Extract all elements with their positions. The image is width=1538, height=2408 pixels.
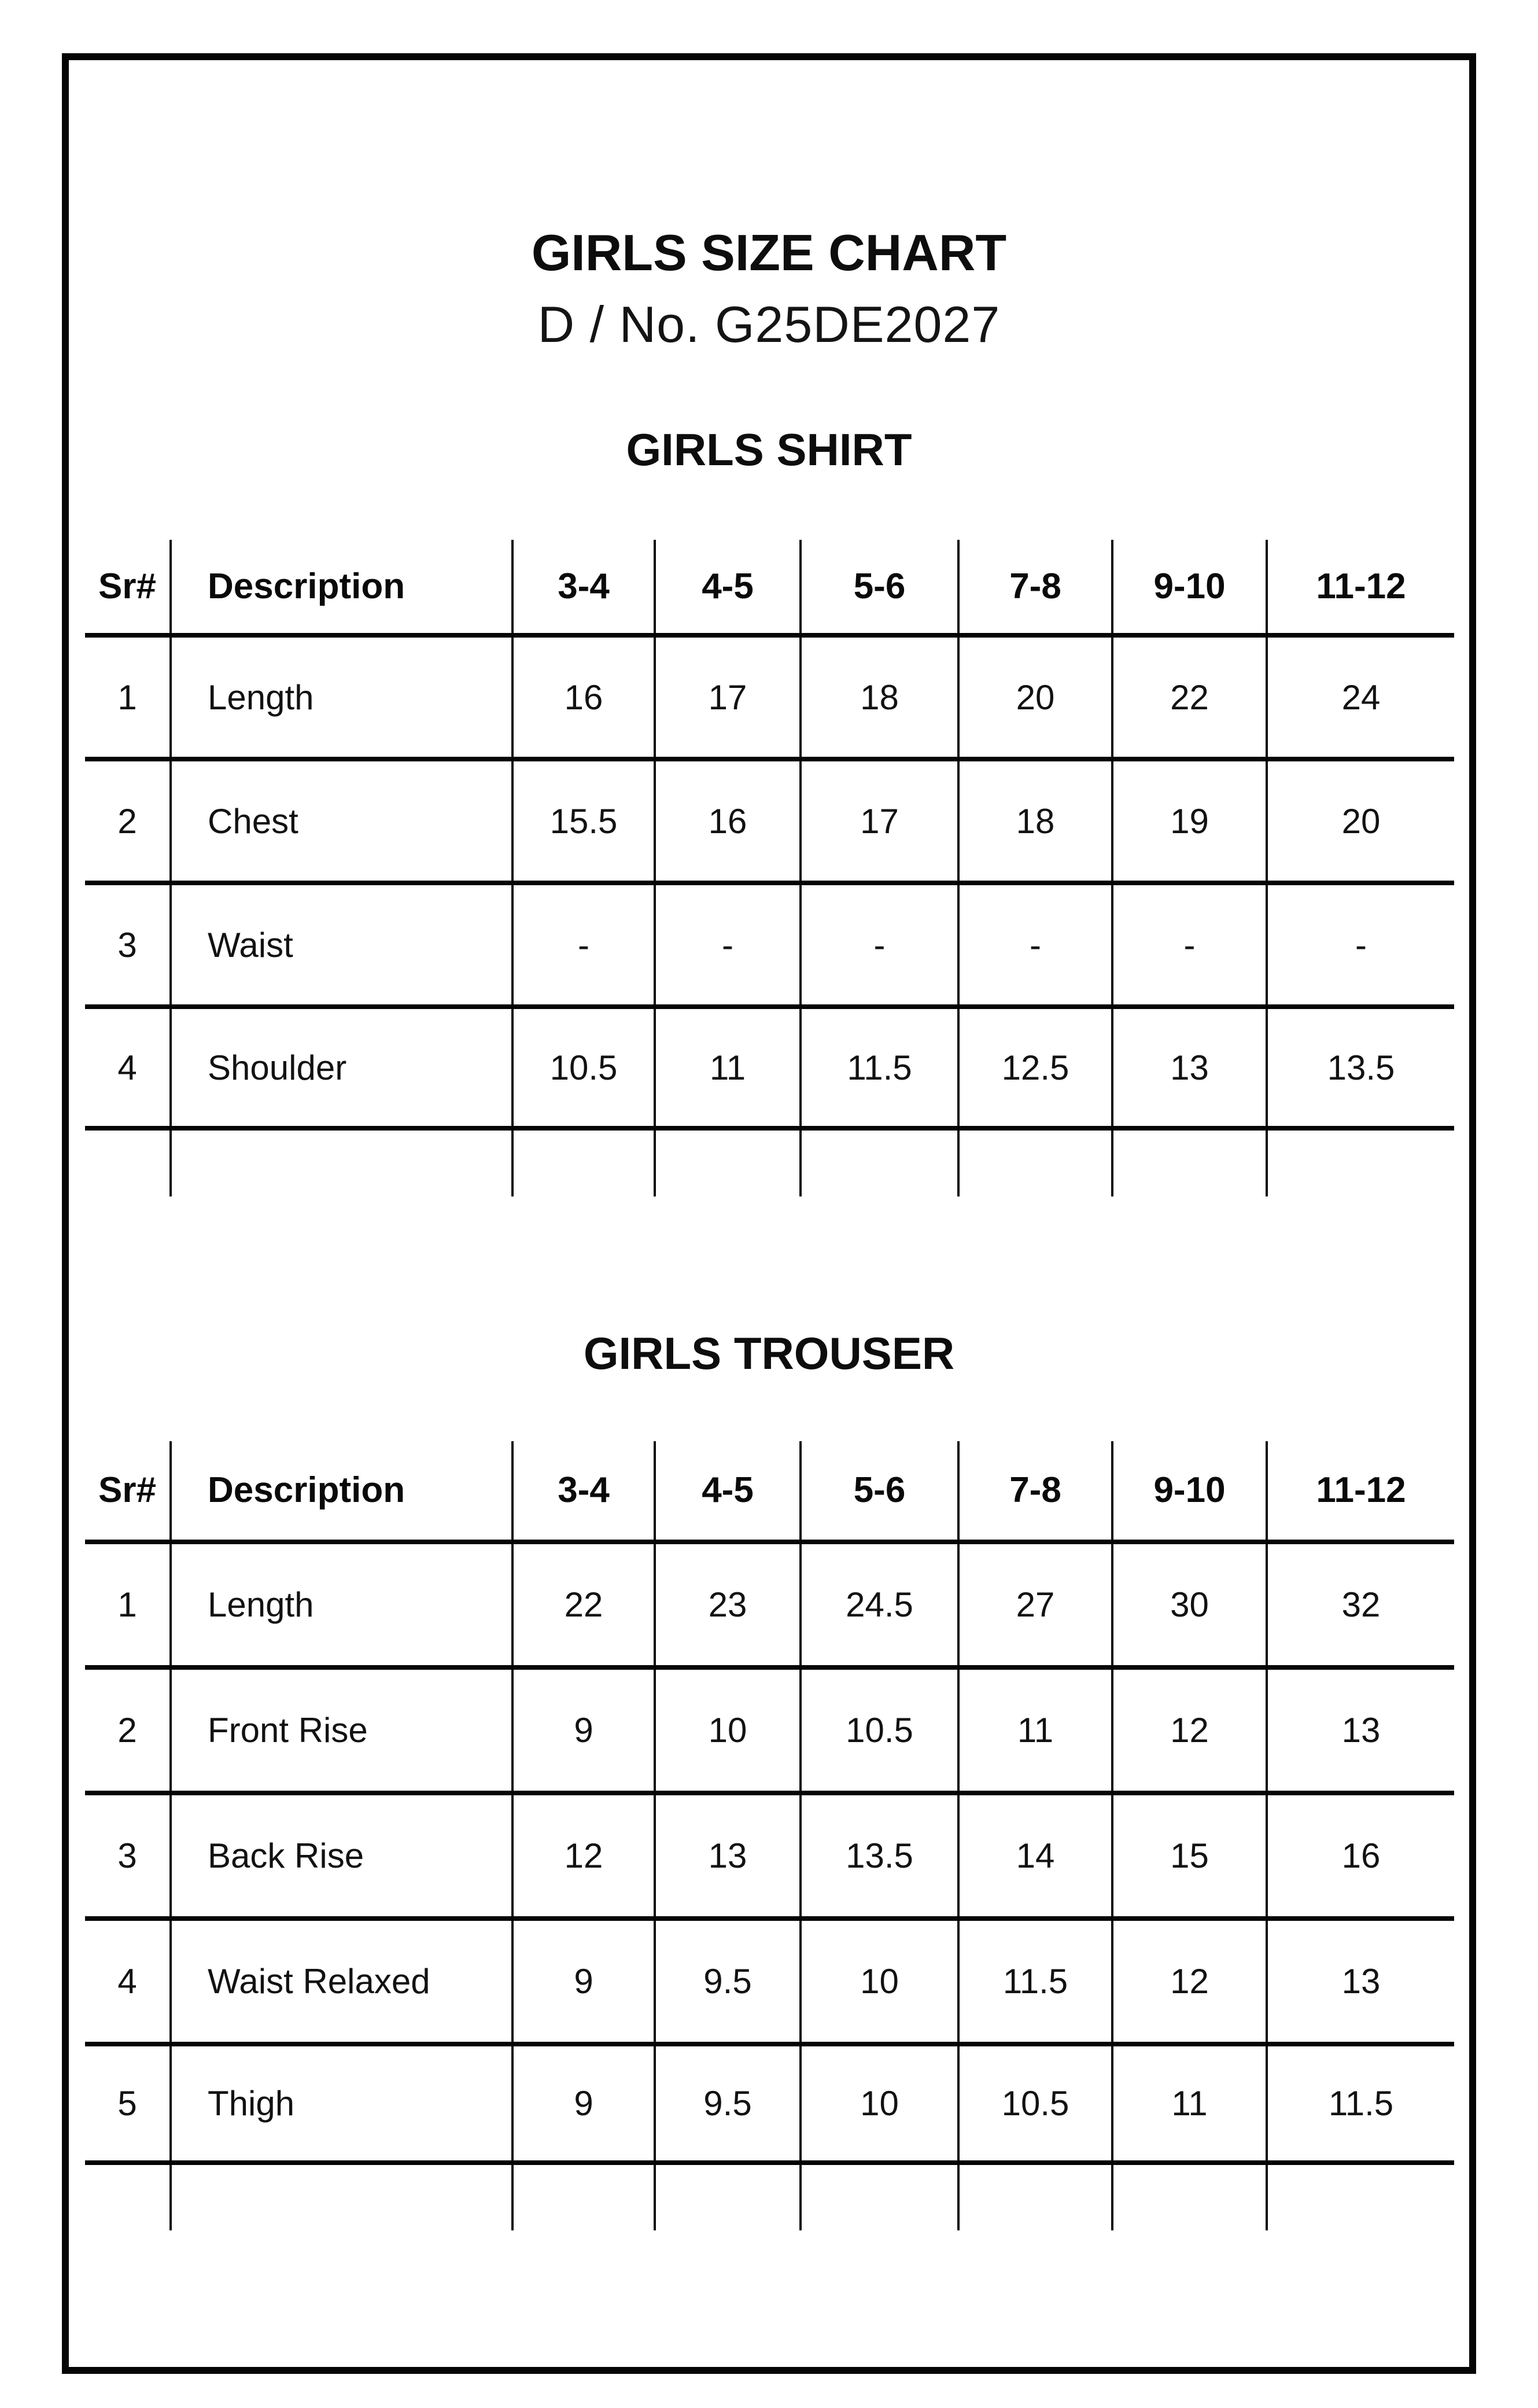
value-cell: 12 [512,1793,655,1919]
value-cell: 13.5 [1267,1007,1454,1128]
table-row [85,1007,1454,1128]
description-cell: Length [171,635,512,759]
value-cell: 10 [655,1667,801,1793]
style-number: D / No. G25DE2027 [537,296,1001,353]
value-cell: 9.5 [655,2044,801,2163]
empty-cell [1112,1128,1267,1196]
empty-cell [958,2163,1112,2230]
page-title: GIRLS SIZE CHART [531,224,1007,281]
value-cell: 24 [1267,635,1454,759]
empty-cell [1267,2163,1454,2230]
table-row [85,1793,1454,1919]
empty-cell [1267,1128,1454,1196]
value-cell: 22 [1112,635,1267,759]
table-row [85,1667,1454,1793]
value-cell: 20 [1267,759,1454,883]
column-header-description: Description [171,540,512,635]
column-header-sr: Sr# [85,540,171,635]
value-cell: 12.5 [958,1007,1112,1128]
column-header-size: 4-5 [655,1441,801,1542]
empty-cell [655,1128,801,1196]
table-row [85,883,1454,1007]
value-cell: 10 [801,2044,958,2163]
empty-cell [958,1128,1112,1196]
empty-cell [1112,2163,1267,2230]
description-cell: Back Rise [171,1793,512,1919]
value-cell: 9 [512,1919,655,2044]
value-cell: - [512,883,655,1007]
header-row [85,540,1454,635]
empty-cell [171,2163,512,2230]
trouser-size-table [85,1441,1454,2230]
description-cell: Waist [171,883,512,1007]
column-header-size: 4-5 [655,540,801,635]
value-cell: 11.5 [1267,2044,1454,2163]
column-header-size: 11-12 [1267,1441,1454,1542]
value-cell: 9 [512,1667,655,1793]
description-cell: Front Rise [171,1667,512,1793]
empty-cell [85,2163,171,2230]
value-cell: - [1267,883,1454,1007]
empty-row [85,2163,1454,2230]
table-row [85,2044,1454,2163]
value-cell: 16 [1267,1793,1454,1919]
row-number-cell: 3 [85,1793,171,1919]
empty-cell [512,2163,655,2230]
column-header-sr: Sr# [85,1441,171,1542]
value-cell: 23 [655,1542,801,1667]
value-cell: 15.5 [512,759,655,883]
value-cell: 13 [1267,1667,1454,1793]
value-cell: 18 [801,635,958,759]
value-cell: 30 [1112,1542,1267,1667]
value-cell: 9.5 [655,1919,801,2044]
column-header-size: 5-6 [801,540,958,635]
empty-cell [512,1128,655,1196]
value-cell: - [801,883,958,1007]
table-row [85,635,1454,759]
value-cell: 12 [1112,1667,1267,1793]
column-header-size: 9-10 [1112,1441,1267,1542]
value-cell: 17 [655,635,801,759]
column-header-size: 7-8 [958,540,1112,635]
value-cell: 11.5 [801,1007,958,1128]
empty-cell [85,1128,171,1196]
trouser-section-heading: GIRLS TROUSER [583,1328,955,1379]
value-cell: 27 [958,1542,1112,1667]
empty-cell [171,1128,512,1196]
value-cell: 10.5 [958,2044,1112,2163]
empty-cell [655,2163,801,2230]
row-number-cell: 2 [85,759,171,883]
description-cell: Shoulder [171,1007,512,1128]
value-cell: - [1112,883,1267,1007]
row-number-cell: 3 [85,883,171,1007]
empty-row [85,1128,1454,1196]
value-cell: 22 [512,1542,655,1667]
row-number-cell: 4 [85,1919,171,2044]
column-header-description: Description [171,1441,512,1542]
row-number-cell: 1 [85,1542,171,1667]
value-cell: 11 [655,1007,801,1128]
description-cell: Waist Relaxed [171,1919,512,2044]
shirt-size-table [85,540,1454,1196]
value-cell: - [655,883,801,1007]
description-cell: Chest [171,759,512,883]
row-number-cell: 1 [85,635,171,759]
value-cell: 13 [1267,1919,1454,2044]
value-cell: 20 [958,635,1112,759]
column-header-size: 3-4 [512,540,655,635]
value-cell: 13 [1112,1007,1267,1128]
value-cell: 11 [958,1667,1112,1793]
column-header-size: 5-6 [801,1441,958,1542]
row-number-cell: 4 [85,1007,171,1128]
header-row [85,1441,1454,1542]
column-header-size: 3-4 [512,1441,655,1542]
value-cell: 11 [1112,2044,1267,2163]
empty-cell [801,1128,958,1196]
value-cell: 16 [655,759,801,883]
column-header-size: 9-10 [1112,540,1267,635]
column-header-size: 7-8 [958,1441,1112,1542]
value-cell: 17 [801,759,958,883]
shirt-section-heading: GIRLS SHIRT [626,424,912,475]
value-cell: 10.5 [801,1667,958,1793]
table-row [85,1542,1454,1667]
value-cell: 13.5 [801,1793,958,1919]
empty-cell [801,2163,958,2230]
row-number-cell: 5 [85,2044,171,2163]
value-cell: 16 [512,635,655,759]
value-cell: 13 [655,1793,801,1919]
row-number-cell: 2 [85,1667,171,1793]
value-cell: 11.5 [958,1919,1112,2044]
column-header-size: 11-12 [1267,540,1454,635]
description-cell: Thigh [171,2044,512,2163]
value-cell: 10.5 [512,1007,655,1128]
value-cell: - [958,883,1112,1007]
value-cell: 19 [1112,759,1267,883]
value-cell: 32 [1267,1542,1454,1667]
value-cell: 12 [1112,1919,1267,2044]
table-row [85,759,1454,883]
value-cell: 24.5 [801,1542,958,1667]
description-cell: Length [171,1542,512,1667]
value-cell: 14 [958,1793,1112,1919]
table-row [85,1919,1454,2044]
value-cell: 18 [958,759,1112,883]
value-cell: 10 [801,1919,958,2044]
value-cell: 9 [512,2044,655,2163]
value-cell: 15 [1112,1793,1267,1919]
